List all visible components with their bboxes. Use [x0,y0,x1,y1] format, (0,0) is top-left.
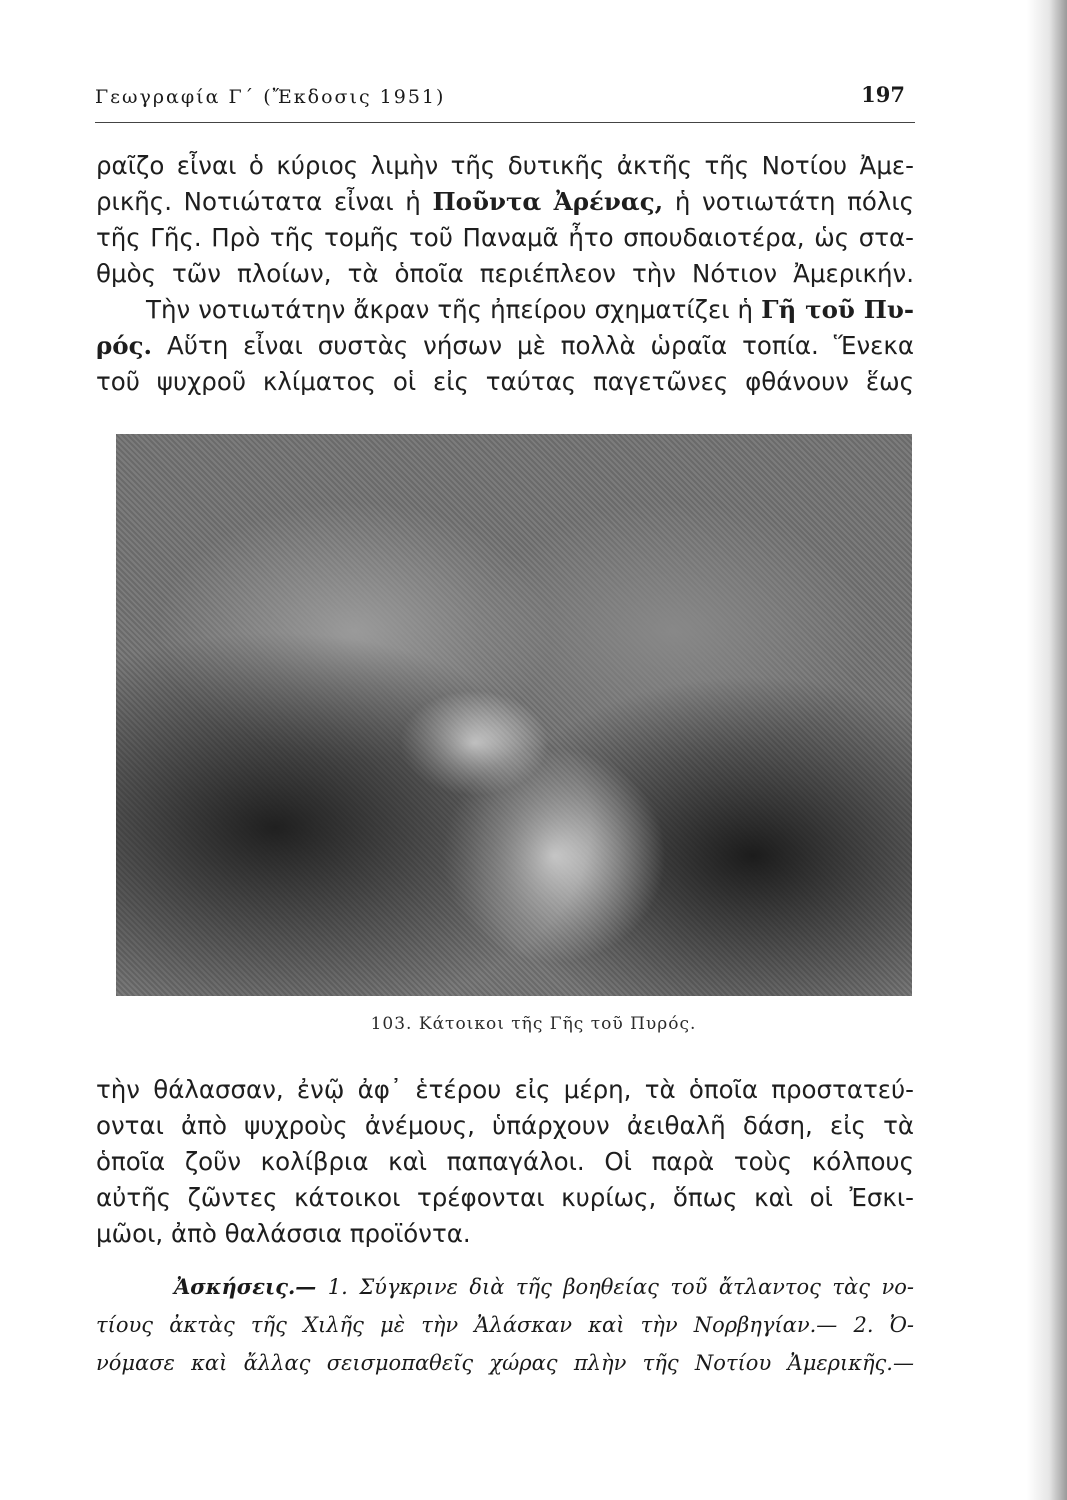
page-number: 197 [861,82,905,107]
paragraph-2 [96,292,914,400]
text-line: τὴν θάλασσαν, ἐνῷ ἀφ᾽ ἑτέρου εἰς μέρη, τὰ ὁποῖα προστατεύ- [96,1075,914,1104]
photo-inhabitants [116,434,912,996]
paragraph-1 [96,148,914,292]
text-line: Ἀσκήσεις.— 1. Σύγκρινε διὰ τῆς βοηθείας τοῦ ἄτλαντος τὰς νο- [174,1274,914,1299]
text-line: ραῖζο εἶναι ὁ κύριος λιμὴν τῆς δυτικῆς ἀκτῆς τῆς Νοτίου Ἀμε- [96,151,914,180]
bold-term-punta-arenas: Ποῦντα Ἀρένας, [432,187,664,216]
exercises-heading: Ἀσκήσεις.— [174,1274,317,1299]
page-edge-shadow [1027,0,1067,1500]
figure-caption: 103. Κάτοικοι τῆς Γῆς τοῦ Πυρός. [370,1014,697,1034]
exercises-section [96,1268,914,1382]
paragraph-3 [96,1072,914,1252]
text-line: νόμασε καὶ ἄλλας σεισμοπαθεῖς χώρας πλὴν τῆς Νοτίου Ἀμερικῆς.— [96,1351,914,1375]
text-line: τίους ἀκτὰς τῆς Χιλῆς μὲ τὴν Ἀλάσκαν καὶ τὴν Νορβηγίαν.— 2. Ὀ- [96,1313,914,1337]
text-line: ρός. Αὕτη εἶναι συστὰς νήσων μὲ πολλὰ ὡραῖα τοπία. Ἕνεκα [96,331,914,360]
text-line: Τὴν νοτιωτάτην ἄκραν τῆς ἠπείρου σχηματίζει ἡ Γῆ τοῦ Πυ- [146,295,914,324]
text-line: αὐτῆς ζῶντες κάτοικοι τρέφονται κυρίως, ὅπως καὶ οἱ Ἐσκι- [96,1183,914,1212]
text-line: μῶοι, ἀπὸ θαλάσσια προϊόντα. [96,1219,471,1248]
running-title: Γεωγραφία Γ΄ (Ἔκδοσις 1951) [95,86,446,108]
text-line: ρικῆς. Νοτιώτατα εἶναι ἡ Ποῦντα Ἀρένας, ἡ νοτιωτάτη πόλις [96,187,914,216]
text-line: θμὸς τῶν πλοίων, τὰ ὁποῖα περιέπλεον τὴν Νότιον Ἀμερικήν. [96,259,914,288]
text-line: ονται ἀπὸ ψυχροὺς ἀνέμους, ὑπάρχουν ἀειθαλῆ δάση, εἰς τὰ [96,1111,914,1140]
bold-term-tierra-del-fuego: Γῆ τοῦ Πυ- [761,295,914,324]
page-header [95,82,915,123]
text-line: ὁποῖα ζοῦν κολίβρια καὶ παπαγάλοι. Οἱ παρὰ τοὺς κόλπους [96,1147,914,1176]
text-line: τῆς Γῆς. Πρὸ τῆς τομῆς τοῦ Παναμᾶ ἦτο σπουδαιοτέρα, ὡς στα- [96,223,914,252]
text-line: τοῦ ψυχροῦ κλίματος οἱ εἰς ταύτας παγετῶνες φθάνουν ἕως [96,367,914,396]
